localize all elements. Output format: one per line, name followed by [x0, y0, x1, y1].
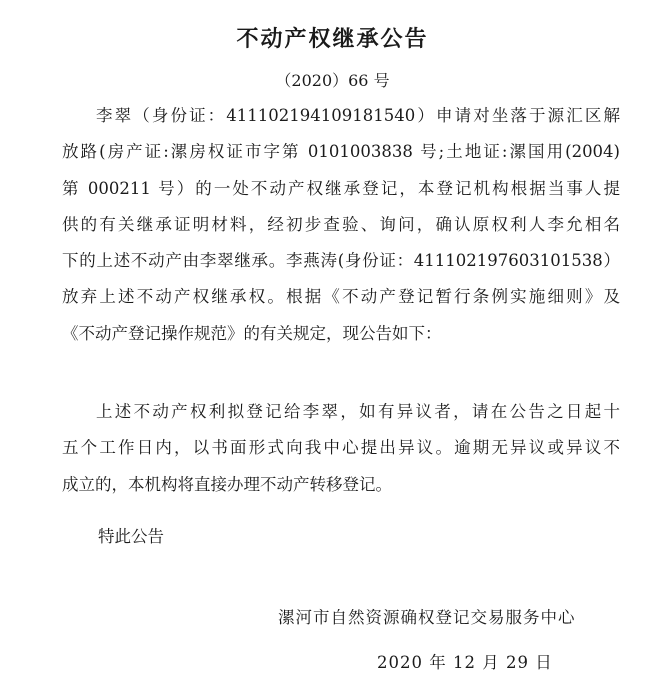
paragraph-line: 放路(房产证:漯房权证市字第 0101003838 号;土地证:漯国用(2004) [62, 142, 620, 162]
paragraph-line: 五个工作日内，以书面形式向我中心提出异议。逾期无异议或异议不 [62, 438, 620, 458]
paragraph-line: 放弃上述不动产权继承权。根据《不动产登记暂行条例实施细则》及 [62, 287, 620, 307]
paragraph-line: 下的上述不动产由李翠继承。李燕涛(身份证：411102197603101538） [62, 251, 620, 271]
paragraph-line: 成立的，本机构将直接办理不动产转移登记。 [62, 474, 392, 494]
paragraph-line: 上述不动产权利拟登记给李翠，如有异议者，请在公告之日起十 [96, 402, 620, 421]
issuing-organization: 漯河市自然资源确权登记交易服务中心 [278, 608, 576, 627]
notice-paragraph-2 [62, 394, 620, 503]
paragraph-line: 第 000211 号）的一处不动产权继承登记，本登记机构根据当事人提 [62, 178, 620, 198]
notice-title: 不动产权继承公告 [236, 27, 429, 52]
closing-remark: 特此公告 [98, 527, 164, 546]
paragraph-line: 《不动产登记操作规范》的有关规定，现公告如下： [62, 323, 442, 343]
paragraph-line: 李翠（身份证：411102194109181540）申请对坐落于源汇区解 [96, 106, 620, 125]
notice-paragraph-1 [62, 98, 620, 352]
document-number: （2020）66 号 [275, 71, 390, 90]
issue-date: 2020 年 12 月 29 日 [377, 653, 553, 672]
paragraph-line: 供的有关继承证明材料，经初步查验、询问，确认原权利人李允相名 [62, 214, 620, 234]
